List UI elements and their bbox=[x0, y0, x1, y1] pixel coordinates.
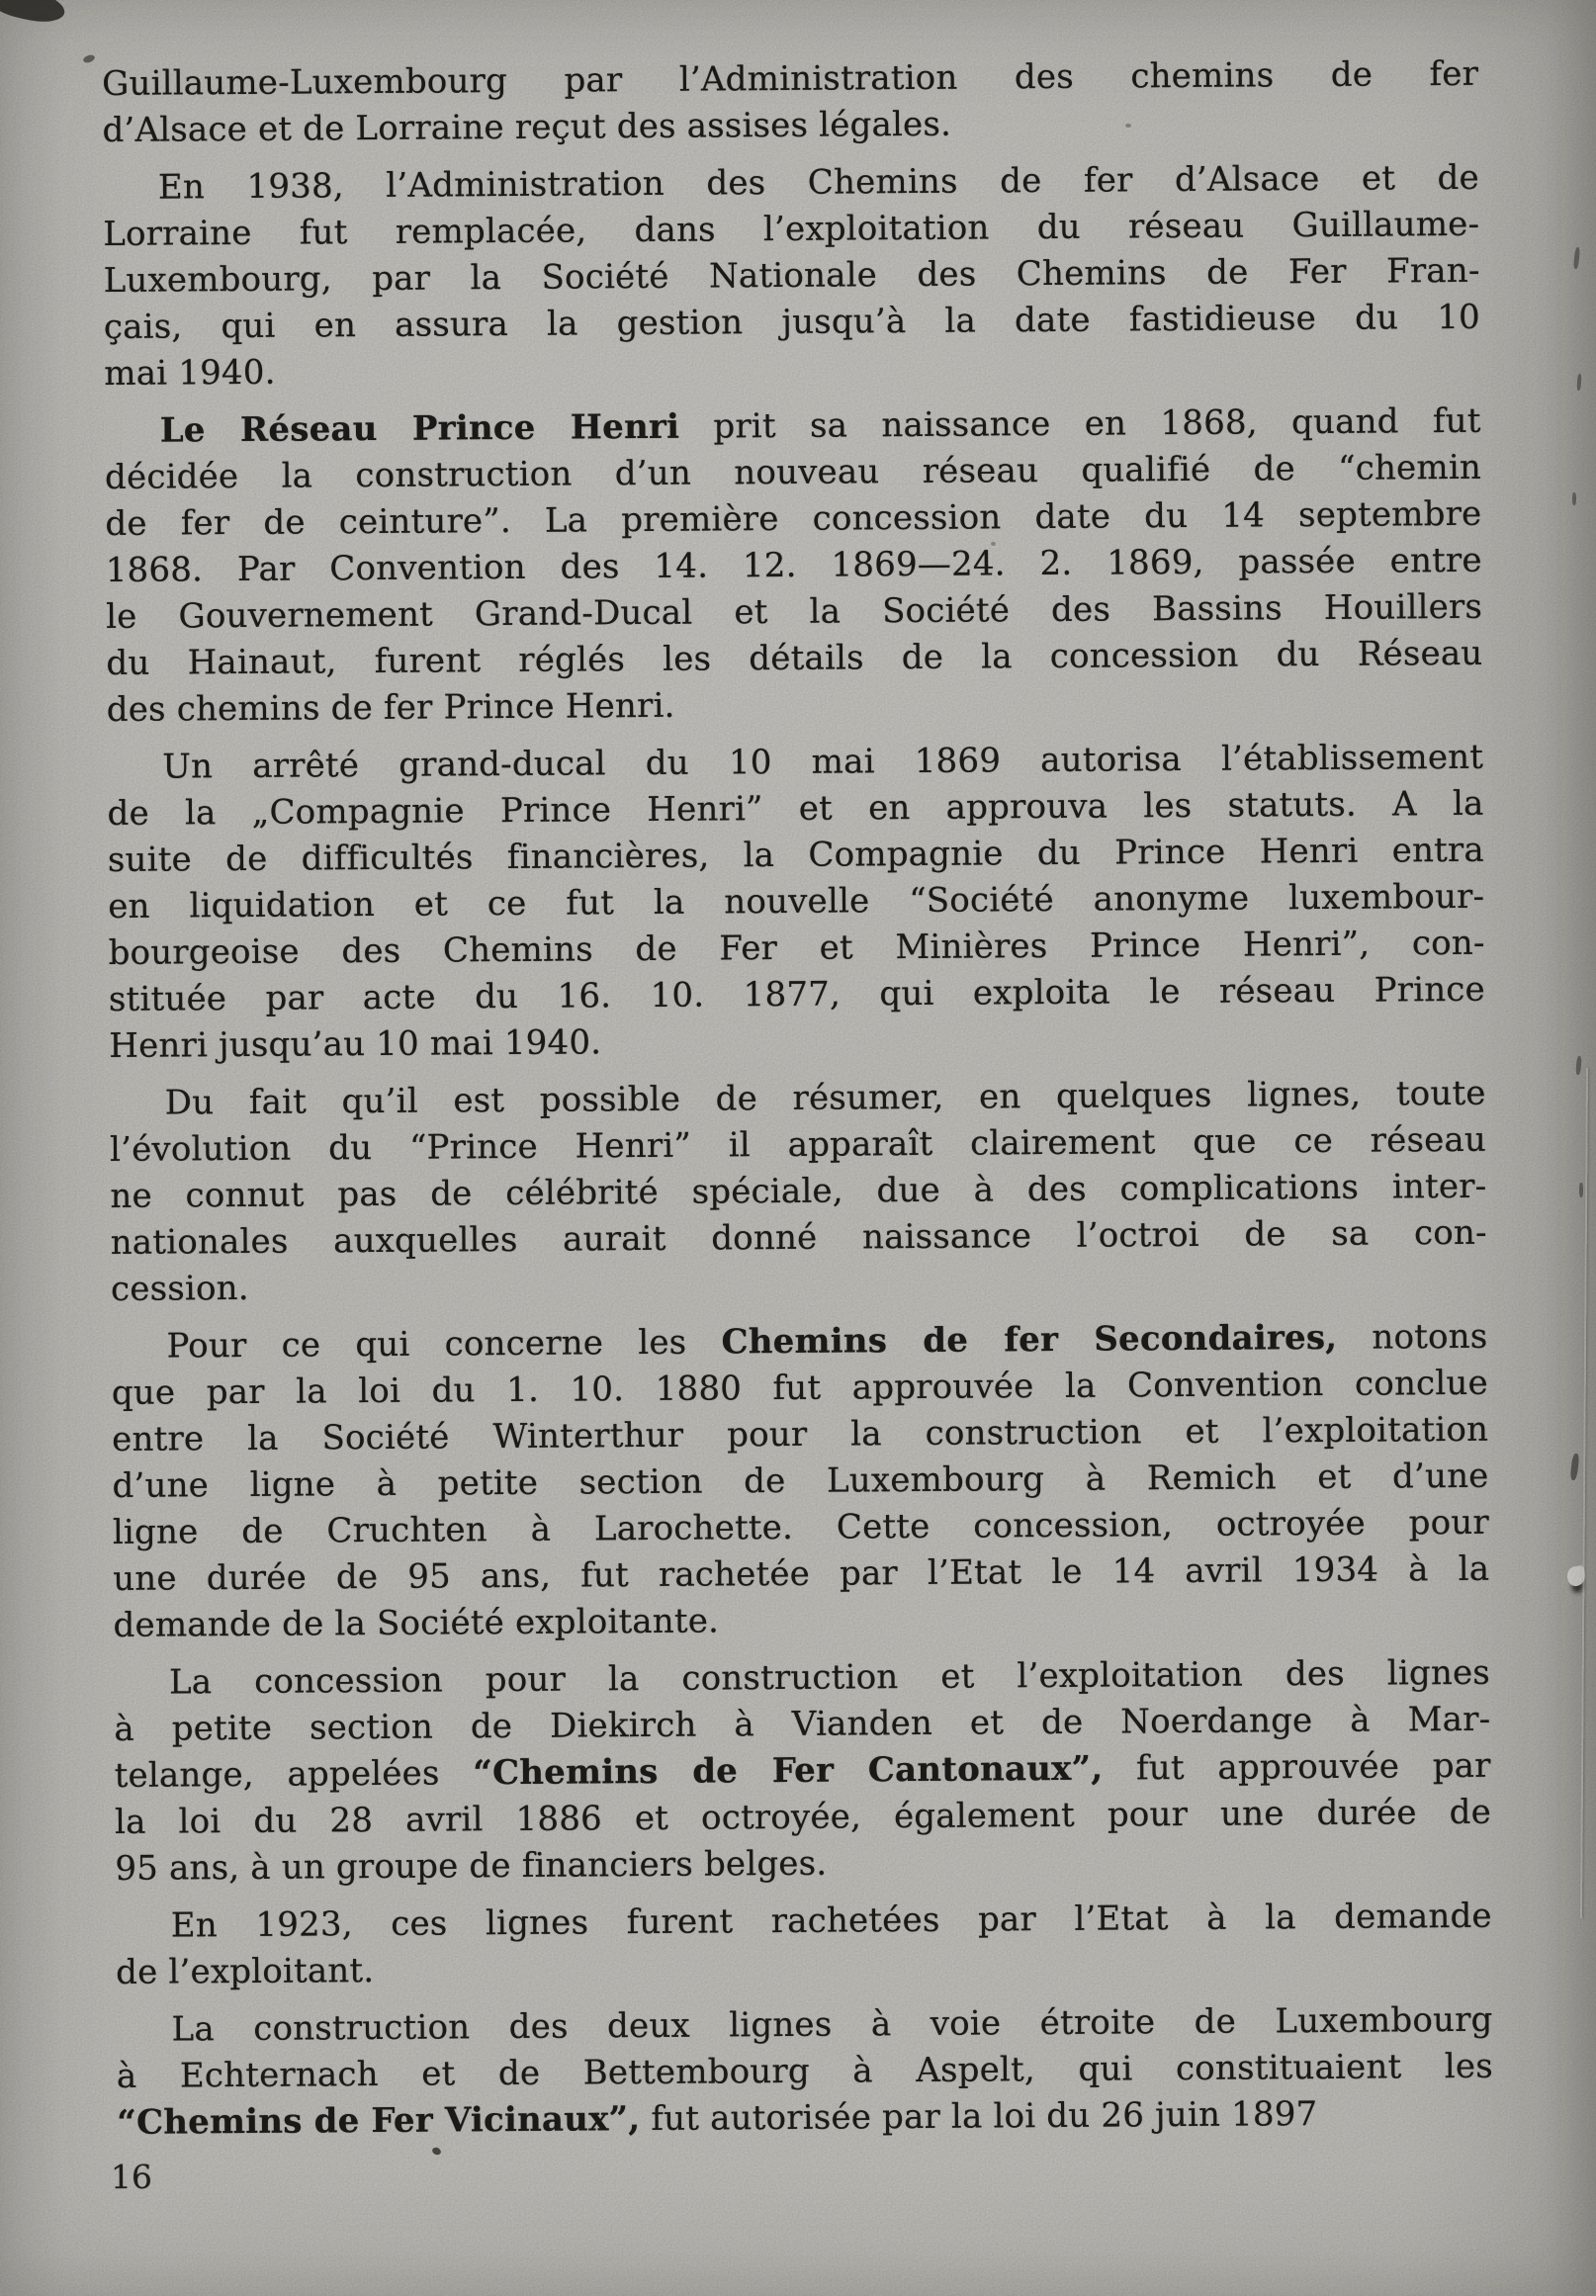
body-text: ne connut pas de célébrité spéciale, due à des complications inter- bbox=[110, 1166, 1487, 1216]
page-edge-mark bbox=[1573, 247, 1580, 269]
body-text: décidée la construction d’un nouveau réseau qualifié de “chemin bbox=[104, 447, 1482, 497]
body-text: Henri jusqu’au 10 mai 1940. bbox=[109, 1022, 602, 1066]
paragraph bbox=[103, 155, 1481, 397]
body-text: Lorraine fut remplacée, dans l’exploitation du réseau Guillaume- bbox=[103, 204, 1480, 254]
paragraph bbox=[102, 51, 1479, 154]
bold-text: Chemins de fer Secondaires, bbox=[721, 1317, 1338, 1363]
text-line bbox=[115, 1836, 1491, 1893]
paragraph bbox=[107, 735, 1485, 1070]
page-edge-line bbox=[1580, 1068, 1588, 1918]
page-edge-mark bbox=[1575, 1056, 1582, 1075]
text-line bbox=[116, 1940, 1492, 1996]
body-text: notons bbox=[1337, 1316, 1488, 1358]
body-text: suite de difficultés financières, la Compagnie du Prince Henri entra bbox=[107, 830, 1485, 880]
paragraph bbox=[114, 1650, 1492, 1893]
bold-text: “Chemins de Fer Vicinaux”, bbox=[117, 2099, 641, 2143]
scan-corner-mark bbox=[0, 0, 68, 29]
page-edge-blob bbox=[1566, 1565, 1587, 1587]
page-edge-mark bbox=[1572, 492, 1576, 505]
paragraph bbox=[111, 1314, 1489, 1649]
body-text: telange, appelées bbox=[114, 1753, 474, 1796]
body-text: de la „Compagnie Prince Henri” et en approuva les statuts. A la bbox=[107, 783, 1484, 834]
body-text: La concession pour la construction et l’exploitation des lignes bbox=[168, 1652, 1491, 1703]
body-text: cession. bbox=[110, 1268, 249, 1309]
text-line bbox=[117, 2090, 1493, 2147]
text-block bbox=[102, 51, 1493, 2147]
text-line bbox=[102, 98, 1478, 154]
body-text: entre la Société Winterthur pour la construction et l’exploitation bbox=[112, 1409, 1489, 1459]
body-text: La construction des deux lignes à voie étroite de Luxembourg bbox=[171, 1999, 1493, 2050]
body-text: Guillaume-Luxembourg par l’Administration des chemins de fer bbox=[102, 53, 1479, 104]
body-text: à Echternach et de Bettembourg à Aspelt, qui constituaient les bbox=[116, 2046, 1494, 2096]
body-text: Du fait qu’il est possible de résumer, en quelques lignes, toute bbox=[164, 1073, 1486, 1123]
body-text: une durée de 95 ans, fut rachetée par l’Etat le 14 avril 1934 à la bbox=[113, 1548, 1490, 1599]
body-text: stituée par acte du 16. 10. 1877, qui exploita le réseau Prince bbox=[108, 969, 1486, 1019]
body-text: mai 1940. bbox=[104, 352, 276, 394]
bold-text: Le Réseau Prince Henri bbox=[159, 406, 680, 451]
paragraph bbox=[116, 1997, 1493, 2147]
page-number: 16 bbox=[110, 2157, 153, 2197]
body-text: En 1938, l’Administration des Chemins de fer d’Alsace et de bbox=[157, 157, 1480, 208]
body-text: prit sa naissance en 1868, quand fut bbox=[679, 400, 1481, 447]
body-text: des chemins de fer Prince Henri. bbox=[106, 685, 675, 730]
scan-speck bbox=[82, 53, 96, 64]
body-text: Luxembourg, par la Société Nationale des Chemins de Fer Fran- bbox=[103, 250, 1480, 301]
paragraph bbox=[110, 1071, 1488, 1313]
text-line bbox=[113, 1593, 1489, 1649]
body-text: en liquidation et ce fut la nouvelle “Société anonyme luxembour- bbox=[108, 876, 1485, 927]
body-text: l’évolution du “Prince Henri” il apparaît clairement que ce réseau bbox=[109, 1119, 1487, 1170]
body-text: Pour ce qui concerne les bbox=[166, 1322, 722, 1367]
page-edge-mark bbox=[1576, 374, 1581, 391]
body-text: En 1923, ces lignes furent rachetées par l’Etat à la demande bbox=[170, 1896, 1492, 1946]
body-text: 95 ans, à un groupe de financiers belges. bbox=[115, 1843, 828, 1889]
page-edge-mark bbox=[1579, 1183, 1583, 1197]
text-line bbox=[107, 677, 1483, 734]
body-text: d’Alsace et de Lorraine reçut des assises légales. bbox=[102, 104, 952, 150]
body-text: à petite section de Diekirch à Vianden et de Noerdange à Mar- bbox=[114, 1699, 1491, 1749]
page-edge-mark bbox=[1569, 1454, 1579, 1481]
paragraph bbox=[116, 1894, 1493, 1996]
body-text: le Gouvernement Grand-Ducal et la Société des Bassins Houillers bbox=[105, 586, 1483, 637]
body-text: de l’exploitant. bbox=[116, 1951, 375, 1992]
body-text: bourgeoise des Chemins de Fer et Minières Prince Henri”, con- bbox=[108, 923, 1485, 973]
body-text: fut autorisée par la loi du 26 juin 1897 bbox=[640, 2094, 1318, 2140]
body-text: ligne de Cruchten à Larochette. Cette concession, octroyée pour bbox=[112, 1502, 1490, 1552]
body-text: demande de la Société exploitante. bbox=[113, 1601, 720, 1645]
body-text: nationales auxquelles aurait donné naissance l’octroi de sa con- bbox=[110, 1212, 1487, 1263]
body-text: Un arrêté grand-ducal du 10 mai 1869 autorisa l’établissement bbox=[162, 737, 1484, 787]
body-text: du Hainaut, furent réglés les détails de la concession du Réseau bbox=[106, 633, 1483, 683]
scan-speck bbox=[431, 2146, 442, 2156]
body-text: fut approuvée par bbox=[1103, 1745, 1491, 1789]
bold-text: “Chemins de Fer Cantonaux”, bbox=[473, 1748, 1104, 1794]
paragraph bbox=[105, 398, 1483, 734]
body-text: que par la loi du 1. 10. 1880 fut approuvée la Convention conclue bbox=[111, 1363, 1488, 1413]
body-text: de fer de ceinture”. La première concession date du 14 septembre bbox=[105, 493, 1482, 544]
body-text: d’une ligne à petite section de Luxembourg à Remich et d’une bbox=[112, 1456, 1489, 1506]
body-text: 1868. Par Convention des 14. 12. 1869—24. 2. 1869, passée entre bbox=[105, 540, 1482, 590]
body-text: çais, qui en assura la gestion jusqu’à la date fastidieuse du 10 bbox=[103, 297, 1481, 347]
body-text: la loi du 28 avril 1886 et octroyée, également pour une durée de bbox=[114, 1792, 1492, 1842]
text-line bbox=[109, 1014, 1485, 1070]
